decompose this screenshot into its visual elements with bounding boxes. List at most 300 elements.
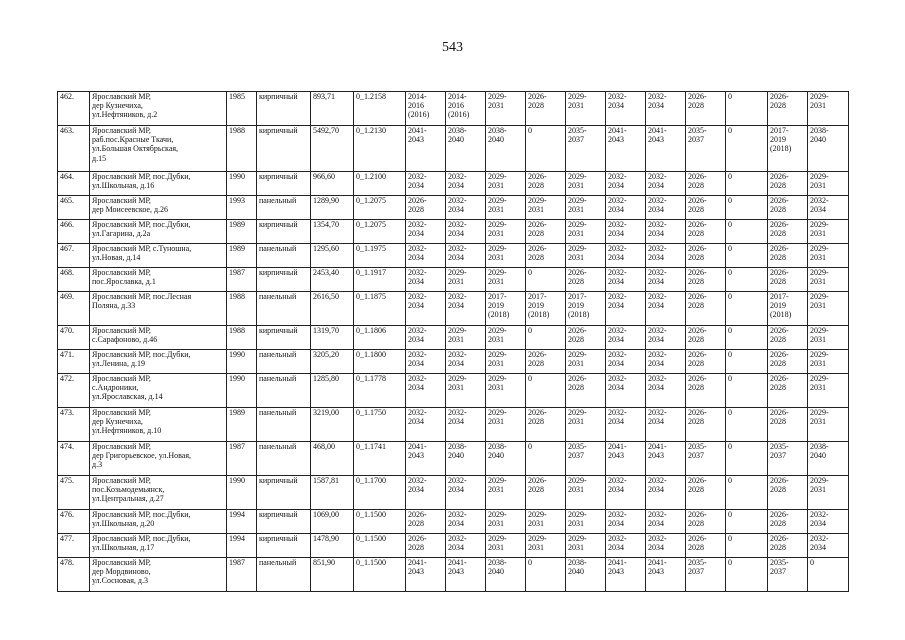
cell-address: Ярославский МР, пос.Ярославка, д.1: [90, 268, 227, 292]
cell-address: Ярославский МР, пос.Козьмодемьянск, ул.Центральная, д.27: [90, 476, 227, 510]
cell-period-6: 2041- 2043: [606, 442, 646, 476]
cell-period-11: 2029- 2031: [808, 350, 849, 374]
cell-period-5: 2035- 2037: [566, 126, 606, 172]
cell-total-area: 5492,70: [311, 126, 354, 172]
cell-year-built: 1993: [227, 196, 257, 220]
cell-period-4: 2017- 2019 (2018): [526, 292, 566, 326]
cell-period-3: 2029- 2031: [486, 220, 526, 244]
cell-period-4: 0: [526, 558, 566, 592]
cell-wall-material: панельный: [257, 292, 311, 326]
table-row: [58, 244, 849, 268]
cell-year-built: 1987: [227, 268, 257, 292]
cell-period-3: 2029- 2031: [486, 196, 526, 220]
table-row: [58, 292, 849, 326]
cell-address: Ярославский МР, пос.Дубки, ул.Ленина, д.19: [90, 350, 227, 374]
cell-period-4: 0: [526, 126, 566, 172]
cell-priority-score: 0_1.2075: [354, 220, 406, 244]
cell-year-built: 1988: [227, 126, 257, 172]
cell-period-11: 2038- 2040: [808, 442, 849, 476]
cell-period-2: 2032- 2034: [446, 510, 486, 534]
cell-year-built: 1990: [227, 476, 257, 510]
cell-period-9: 0: [726, 244, 768, 268]
cell-period-2: 2014- 2016 (2016): [446, 92, 486, 126]
cell-row-number: 477.: [58, 534, 90, 558]
cell-wall-material: панельный: [257, 374, 311, 408]
cell-period-1: 2032- 2034: [406, 292, 446, 326]
cell-period-8: 2035- 2037: [686, 126, 726, 172]
cell-year-built: 1989: [227, 244, 257, 268]
cell-wall-material: кирпичный: [257, 92, 311, 126]
cell-year-built: 1994: [227, 534, 257, 558]
cell-period-9: 0: [726, 442, 768, 476]
cell-period-10: 2026- 2028: [768, 92, 808, 126]
cell-period-10: 2026- 2028: [768, 220, 808, 244]
cell-period-7: 2032- 2034: [646, 268, 686, 292]
cell-total-area: 468,00: [311, 442, 354, 476]
cell-wall-material: кирпичный: [257, 172, 311, 196]
cell-period-11: 2032- 2034: [808, 196, 849, 220]
cell-row-number: 467.: [58, 244, 90, 268]
cell-period-8: 2026- 2028: [686, 374, 726, 408]
cell-period-3: 2029- 2031: [486, 172, 526, 196]
cell-period-11: 2038- 2040: [808, 126, 849, 172]
cell-period-3: 2038- 2040: [486, 558, 526, 592]
cell-period-2: 2029- 2031: [446, 374, 486, 408]
cell-period-11: 2029- 2031: [808, 244, 849, 268]
cell-year-built: 1989: [227, 408, 257, 442]
cell-period-6: 2032- 2034: [606, 244, 646, 268]
cell-wall-material: панельный: [257, 408, 311, 442]
cell-period-7: 2032- 2034: [646, 374, 686, 408]
table-row: [58, 92, 849, 126]
cell-year-built: 1989: [227, 220, 257, 244]
cell-total-area: 1478,90: [311, 534, 354, 558]
cell-period-4: 0: [526, 326, 566, 350]
cell-period-10: 2026- 2028: [768, 350, 808, 374]
cell-period-6: 2032- 2034: [606, 476, 646, 510]
table-row: [58, 510, 849, 534]
cell-address: Ярославский МР, дер Кузнечиха, ул.Нефтяников, д.10: [90, 408, 227, 442]
cell-period-7: 2032- 2034: [646, 408, 686, 442]
cell-period-3: 2017- 2019 (2018): [486, 292, 526, 326]
cell-address: Ярославский МР, пос.Дубки, ул.Школьная, д.20: [90, 510, 227, 534]
cell-period-1: 2041- 2043: [406, 558, 446, 592]
cell-period-5: 2029- 2031: [566, 350, 606, 374]
table-row: [58, 374, 849, 408]
cell-period-7: 2032- 2034: [646, 220, 686, 244]
cell-period-5: 2026- 2028: [566, 268, 606, 292]
cell-period-5: 2026- 2028: [566, 326, 606, 350]
cell-period-6: 2032- 2034: [606, 220, 646, 244]
cell-priority-score: 0_1.2158: [354, 92, 406, 126]
cell-period-8: 2026- 2028: [686, 326, 726, 350]
cell-priority-score: 0_1.1700: [354, 476, 406, 510]
cell-period-1: 2032- 2034: [406, 326, 446, 350]
cell-period-1: 2032- 2034: [406, 244, 446, 268]
cell-period-6: 2032- 2034: [606, 326, 646, 350]
cell-period-8: 2035- 2037: [686, 442, 726, 476]
cell-period-4: 2029- 2031: [526, 510, 566, 534]
cell-period-7: 2032- 2034: [646, 244, 686, 268]
cell-period-5: 2029- 2031: [566, 92, 606, 126]
cell-wall-material: кирпичный: [257, 126, 311, 172]
cell-total-area: 2453,40: [311, 268, 354, 292]
cell-period-2: 2032- 2034: [446, 534, 486, 558]
cell-priority-score: 0_1.1875: [354, 292, 406, 326]
cell-period-5: 2029- 2031: [566, 244, 606, 268]
cell-period-7: 2032- 2034: [646, 510, 686, 534]
cell-priority-score: 0_1.1500: [354, 558, 406, 592]
cell-row-number: 470.: [58, 326, 90, 350]
cell-period-11: 2029- 2031: [808, 408, 849, 442]
cell-row-number: 476.: [58, 510, 90, 534]
cell-period-1: 2032- 2034: [406, 408, 446, 442]
cell-address: Ярославский МР, дер Мордвиново, ул.Сосновая, д.3: [90, 558, 227, 592]
cell-address: Ярославский МР, пос.Лесная Поляна, д.33: [90, 292, 227, 326]
cell-total-area: 1295,60: [311, 244, 354, 268]
cell-period-7: 2041- 2043: [646, 126, 686, 172]
cell-period-3: 2029- 2031: [486, 534, 526, 558]
cell-address: Ярославский МР, раб.пос.Красные Ткачи, ул.Большая Октябрьская, д.15: [90, 126, 227, 172]
cell-period-9: 0: [726, 268, 768, 292]
cell-wall-material: кирпичный: [257, 476, 311, 510]
cell-year-built: 1985: [227, 92, 257, 126]
cell-wall-material: панельный: [257, 350, 311, 374]
cell-period-6: 2032- 2034: [606, 172, 646, 196]
cell-period-10: 2026- 2028: [768, 510, 808, 534]
cell-period-5: 2029- 2031: [566, 408, 606, 442]
cell-period-3: 2029- 2031: [486, 510, 526, 534]
cell-period-1: 2032- 2034: [406, 220, 446, 244]
cell-row-number: 468.: [58, 268, 90, 292]
cell-period-6: 2032- 2034: [606, 408, 646, 442]
cell-period-6: 2032- 2034: [606, 196, 646, 220]
cell-period-4: 0: [526, 268, 566, 292]
cell-period-6: 2032- 2034: [606, 350, 646, 374]
table-body: [58, 92, 849, 592]
cell-period-5: 2029- 2031: [566, 220, 606, 244]
cell-period-3: 2029- 2031: [486, 244, 526, 268]
cell-period-5: 2038- 2040: [566, 558, 606, 592]
cell-row-number: 471.: [58, 350, 90, 374]
cell-period-6: 2041- 2043: [606, 126, 646, 172]
cell-wall-material: кирпичный: [257, 268, 311, 292]
cell-address: Ярославский МР, пос.Дубки, ул.Школьная, д.16: [90, 172, 227, 196]
cell-period-9: 0: [726, 126, 768, 172]
cell-period-11: 2032- 2034: [808, 510, 849, 534]
cell-wall-material: панельный: [257, 558, 311, 592]
cell-address: Ярославский МР, с.Андроники, ул.Ярославская, д.14: [90, 374, 227, 408]
cell-period-1: 2026- 2028: [406, 510, 446, 534]
cell-period-9: 0: [726, 326, 768, 350]
cell-period-10: 2026- 2028: [768, 476, 808, 510]
cell-period-3: 2029- 2031: [486, 268, 526, 292]
cell-period-6: 2032- 2034: [606, 534, 646, 558]
cell-period-10: 2026- 2028: [768, 172, 808, 196]
cell-address: Ярославский МР, с.Сарафоново, д.46: [90, 326, 227, 350]
cell-period-2: 2029- 2031: [446, 326, 486, 350]
cell-year-built: 1988: [227, 326, 257, 350]
cell-period-7: 2032- 2034: [646, 476, 686, 510]
cell-period-8: 2026- 2028: [686, 510, 726, 534]
cell-period-4: 2026- 2028: [526, 92, 566, 126]
table-row: [58, 442, 849, 476]
cell-period-7: 2032- 2034: [646, 172, 686, 196]
cell-period-1: 2041- 2043: [406, 442, 446, 476]
cell-period-6: 2032- 2034: [606, 510, 646, 534]
cell-period-3: 2029- 2031: [486, 92, 526, 126]
cell-period-10: 2026- 2028: [768, 326, 808, 350]
table-row: [58, 126, 849, 172]
cell-period-2: 2038- 2040: [446, 126, 486, 172]
cell-row-number: 469.: [58, 292, 90, 326]
cell-period-5: 2029- 2031: [566, 172, 606, 196]
cell-period-3: 2038- 2040: [486, 442, 526, 476]
cell-priority-score: 0_1.1806: [354, 326, 406, 350]
cell-period-2: 2032- 2034: [446, 172, 486, 196]
cell-period-4: 2026- 2028: [526, 172, 566, 196]
cell-period-6: 2032- 2034: [606, 374, 646, 408]
cell-period-8: 2026- 2028: [686, 534, 726, 558]
cell-wall-material: кирпичный: [257, 326, 311, 350]
cell-total-area: 3219,00: [311, 408, 354, 442]
cell-address: Ярославский МР, пос.Дубки, ул.Гагарина, д.2а: [90, 220, 227, 244]
cell-period-11: 2029- 2031: [808, 476, 849, 510]
cell-period-2: 2032- 2034: [446, 350, 486, 374]
table-row: [58, 408, 849, 442]
cell-priority-score: 0_1.1500: [354, 534, 406, 558]
cell-total-area: 1319,70: [311, 326, 354, 350]
cell-period-11: 2029- 2031: [808, 220, 849, 244]
cell-wall-material: панельный: [257, 442, 311, 476]
cell-year-built: 1994: [227, 510, 257, 534]
cell-period-5: 2017- 2019 (2018): [566, 292, 606, 326]
cell-period-8: 2026- 2028: [686, 172, 726, 196]
cell-period-1: 2014- 2016 (2016): [406, 92, 446, 126]
cell-period-2: 2032- 2034: [446, 476, 486, 510]
cell-period-8: 2026- 2028: [686, 92, 726, 126]
cell-period-9: 0: [726, 408, 768, 442]
cell-row-number: 472.: [58, 374, 90, 408]
cell-period-4: 0: [526, 442, 566, 476]
cell-period-2: 2038- 2040: [446, 442, 486, 476]
cell-row-number: 465.: [58, 196, 90, 220]
cell-period-9: 0: [726, 220, 768, 244]
cell-period-5: 2026- 2028: [566, 374, 606, 408]
cell-total-area: 893,71: [311, 92, 354, 126]
cell-period-1: 2032- 2034: [406, 374, 446, 408]
table-row: [58, 476, 849, 510]
cell-period-10: 2026- 2028: [768, 374, 808, 408]
table-row: [58, 326, 849, 350]
cell-period-4: 2026- 2028: [526, 350, 566, 374]
table-row: [58, 268, 849, 292]
cell-period-11: 2029- 2031: [808, 92, 849, 126]
cell-priority-score: 0_1.1778: [354, 374, 406, 408]
cell-period-10: 2026- 2028: [768, 196, 808, 220]
cell-row-number: 474.: [58, 442, 90, 476]
cell-period-7: 2032- 2034: [646, 350, 686, 374]
cell-period-9: 0: [726, 558, 768, 592]
cell-period-1: 2041- 2043: [406, 126, 446, 172]
cell-total-area: 1285,80: [311, 374, 354, 408]
table-row: [58, 220, 849, 244]
cell-address: Ярославский МР, с.Туношна, ул.Новая, д.14: [90, 244, 227, 268]
cell-total-area: 2616,50: [311, 292, 354, 326]
cell-priority-score: 0_1.1800: [354, 350, 406, 374]
cell-address: Ярославский МР, дер Григорьевское, ул.Новая, д.3: [90, 442, 227, 476]
cell-period-3: 2029- 2031: [486, 326, 526, 350]
cell-period-8: 2026- 2028: [686, 244, 726, 268]
cell-year-built: 1987: [227, 558, 257, 592]
cell-period-8: 2026- 2028: [686, 268, 726, 292]
cell-period-1: 2026- 2028: [406, 534, 446, 558]
cell-row-number: 463.: [58, 126, 90, 172]
cell-period-2: 2032- 2034: [446, 408, 486, 442]
cell-period-4: 2026- 2028: [526, 220, 566, 244]
cell-period-2: 2041- 2043: [446, 558, 486, 592]
cell-period-5: 2029- 2031: [566, 534, 606, 558]
cell-row-number: 464.: [58, 172, 90, 196]
cell-period-10: 2026- 2028: [768, 244, 808, 268]
cell-period-7: 2032- 2034: [646, 292, 686, 326]
page-number: 543: [442, 40, 463, 55]
cell-year-built: 1990: [227, 172, 257, 196]
cell-row-number: 466.: [58, 220, 90, 244]
cell-address: Ярославский МР, пос.Дубки, ул.Школьная, д.17: [90, 534, 227, 558]
cell-priority-score: 0_1.1741: [354, 442, 406, 476]
cell-period-8: 2035- 2037: [686, 558, 726, 592]
cell-period-11: 2029- 2031: [808, 292, 849, 326]
cell-period-5: 2029- 2031: [566, 510, 606, 534]
cell-period-10: 2026- 2028: [768, 268, 808, 292]
cell-wall-material: панельный: [257, 244, 311, 268]
cell-period-4: 0: [526, 374, 566, 408]
cell-period-5: 2029- 2031: [566, 476, 606, 510]
cell-period-3: 2029- 2031: [486, 350, 526, 374]
cell-year-built: 1988: [227, 292, 257, 326]
cell-period-9: 0: [726, 350, 768, 374]
cell-period-3: 2038- 2040: [486, 126, 526, 172]
cell-row-number: 473.: [58, 408, 90, 442]
cell-period-8: 2026- 2028: [686, 408, 726, 442]
cell-period-6: 2041- 2043: [606, 558, 646, 592]
table-row: [58, 172, 849, 196]
cell-address: Ярославский МР, дер Моисеевское, д.26: [90, 196, 227, 220]
cell-total-area: 1069,00: [311, 510, 354, 534]
cell-priority-score: 0_1.1975: [354, 244, 406, 268]
table-row: [58, 196, 849, 220]
cell-period-11: 2029- 2031: [808, 374, 849, 408]
cell-period-8: 2026- 2028: [686, 220, 726, 244]
cell-period-7: 2032- 2034: [646, 92, 686, 126]
cell-period-2: 2032- 2034: [446, 244, 486, 268]
cell-period-11: 2029- 2031: [808, 326, 849, 350]
repair-schedule-table: [57, 91, 849, 592]
cell-period-8: 2026- 2028: [686, 476, 726, 510]
cell-period-9: 0: [726, 534, 768, 558]
cell-period-4: 2026- 2028: [526, 408, 566, 442]
cell-period-8: 2026- 2028: [686, 196, 726, 220]
cell-period-2: 2032- 2034: [446, 196, 486, 220]
cell-period-2: 2029- 2031: [446, 268, 486, 292]
cell-period-2: 2032- 2034: [446, 220, 486, 244]
cell-period-5: 2035- 2037: [566, 442, 606, 476]
cell-period-3: 2029- 2031: [486, 408, 526, 442]
cell-period-8: 2026- 2028: [686, 292, 726, 326]
cell-priority-score: 0_1.1750: [354, 408, 406, 442]
cell-total-area: 1587,81: [311, 476, 354, 510]
cell-period-10: 2035- 2037: [768, 558, 808, 592]
cell-total-area: 966,60: [311, 172, 354, 196]
cell-period-6: 2032- 2034: [606, 268, 646, 292]
cell-period-4: 2029- 2031: [526, 196, 566, 220]
cell-period-9: 0: [726, 374, 768, 408]
cell-total-area: 3205,20: [311, 350, 354, 374]
cell-total-area: 1354,70: [311, 220, 354, 244]
cell-period-7: 2032- 2034: [646, 196, 686, 220]
cell-year-built: 1987: [227, 442, 257, 476]
cell-period-9: 0: [726, 172, 768, 196]
cell-period-10: 2035- 2037: [768, 442, 808, 476]
cell-period-9: 0: [726, 476, 768, 510]
cell-period-10: 2026- 2028: [768, 534, 808, 558]
cell-wall-material: кирпичный: [257, 220, 311, 244]
cell-period-4: 2026- 2028: [526, 476, 566, 510]
cell-year-built: 1990: [227, 374, 257, 408]
cell-period-7: 2041- 2043: [646, 442, 686, 476]
table-row: [58, 534, 849, 558]
table-row: [58, 558, 849, 592]
cell-period-1: 2032- 2034: [406, 172, 446, 196]
cell-period-11: 2032- 2034: [808, 534, 849, 558]
cell-period-2: 2032- 2034: [446, 292, 486, 326]
cell-row-number: 478.: [58, 558, 90, 592]
cell-period-1: 2026- 2028: [406, 196, 446, 220]
cell-period-3: 2029- 2031: [486, 374, 526, 408]
cell-period-9: 0: [726, 292, 768, 326]
cell-period-3: 2029- 2031: [486, 476, 526, 510]
cell-period-7: 2032- 2034: [646, 326, 686, 350]
cell-period-10: 2017- 2019 (2018): [768, 126, 808, 172]
cell-row-number: 462.: [58, 92, 90, 126]
cell-period-7: 2041- 2043: [646, 558, 686, 592]
cell-period-1: 2032- 2034: [406, 350, 446, 374]
cell-period-9: 0: [726, 196, 768, 220]
cell-total-area: 851,90: [311, 558, 354, 592]
cell-period-10: 2017- 2019 (2018): [768, 292, 808, 326]
cell-period-11: 2029- 2031: [808, 172, 849, 196]
cell-period-1: 2032- 2034: [406, 268, 446, 292]
cell-address: Ярославский МР, дер Кузнечиха, ул.Нефтяников, д.2: [90, 92, 227, 126]
cell-year-built: 1990: [227, 350, 257, 374]
cell-total-area: 1289,90: [311, 196, 354, 220]
cell-period-10: 2026- 2028: [768, 408, 808, 442]
cell-period-6: 2032- 2034: [606, 292, 646, 326]
cell-period-11: 2029- 2031: [808, 268, 849, 292]
cell-priority-score: 0_1.2075: [354, 196, 406, 220]
cell-period-1: 2032- 2034: [406, 476, 446, 510]
cell-period-4: 2029- 2031: [526, 534, 566, 558]
cell-period-7: 2032- 2034: [646, 534, 686, 558]
cell-priority-score: 0_1.2130: [354, 126, 406, 172]
cell-period-11: 0: [808, 558, 849, 592]
cell-wall-material: панельный: [257, 196, 311, 220]
cell-period-6: 2032- 2034: [606, 92, 646, 126]
cell-period-9: 0: [726, 92, 768, 126]
cell-priority-score: 0_1.2100: [354, 172, 406, 196]
cell-wall-material: кирпичный: [257, 510, 311, 534]
